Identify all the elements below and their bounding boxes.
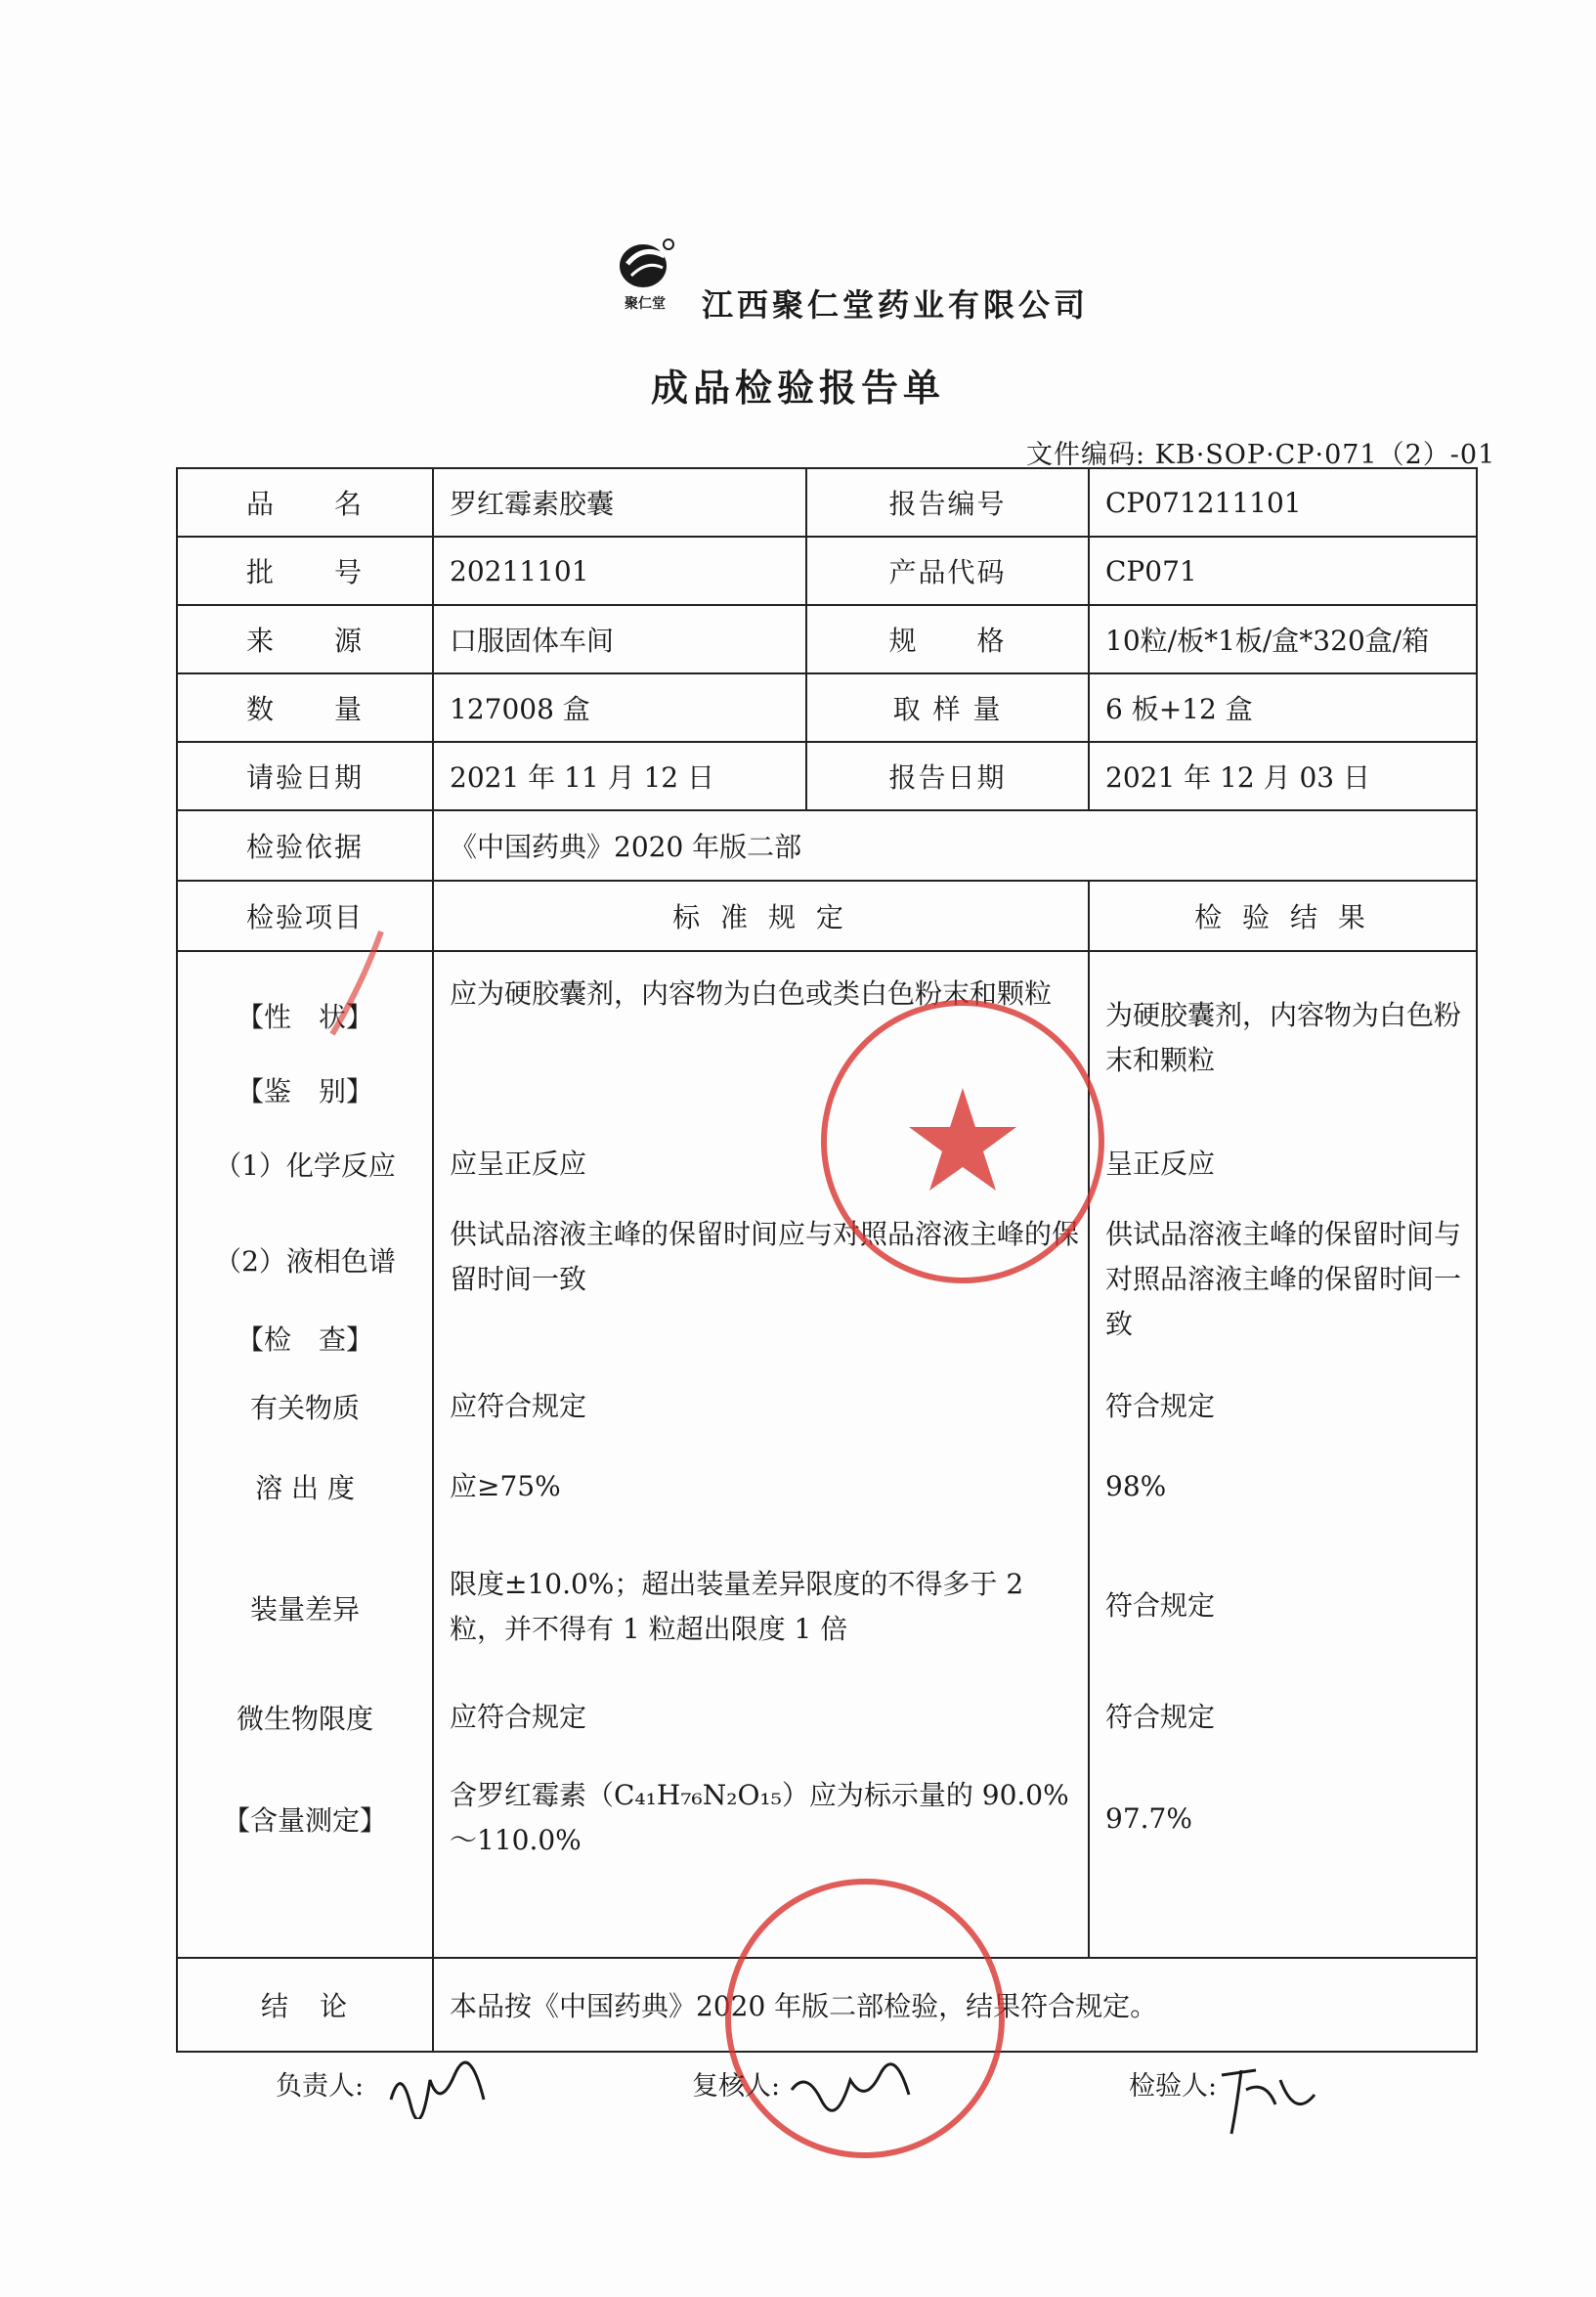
report-title: 成品检验报告单: [650, 366, 945, 410]
product-name-value: 罗红霉素胶囊: [433, 468, 806, 537]
report-no-label: 报告编号: [806, 468, 1089, 537]
reviewer-signature: [787, 2060, 914, 2128]
conclusion-text: 本品按《中国药典》2020 年版二部检验，结果符合规定。: [433, 1958, 1477, 2052]
spec-value: 10粒/板*1板/盒*320盒/箱: [1089, 605, 1477, 673]
company-name: 江西聚仁堂药业有限公司: [702, 286, 1090, 324]
report-no-value: CP071211101: [1089, 468, 1477, 537]
standard-microbial-limit: 应符合规定: [450, 1701, 587, 1733]
item-examination: 【检 查】: [236, 1323, 373, 1356]
standard-hplc: 供试品溶液主峰的保留时间应与对照品溶液主峰的保留时间一致: [450, 1218, 1080, 1295]
column-standard-header: 标 准 规 定: [433, 881, 1089, 951]
test-items-column: [177, 951, 433, 1958]
result-chemical-reaction: 呈正反应: [1105, 1148, 1216, 1180]
result-appearance: 为硬胶囊剂，内容物为白色粉末和颗粒: [1105, 999, 1462, 1076]
basis-value: 《中国药典》2020 年版二部: [433, 810, 1477, 881]
row-source: [177, 605, 1477, 673]
column-item-header: 检验项目: [177, 881, 433, 951]
item-hplc: （2）液相色谱: [214, 1245, 396, 1278]
product-code-value: CP071: [1089, 537, 1477, 605]
result-fill-variation: 符合规定: [1105, 1589, 1216, 1622]
result-related-substances: 符合规定: [1105, 1390, 1216, 1422]
item-identification: 【鉴 别】: [236, 1075, 373, 1107]
item-chemical-reaction: （1）化学反应: [214, 1149, 396, 1182]
result-assay: 97.7%: [1105, 1802, 1192, 1835]
item-dissolution: 溶 出 度: [255, 1472, 355, 1504]
standard-related-substances: 应符合规定: [450, 1390, 587, 1422]
stamp-fragment: [323, 927, 391, 1044]
result-hplc: 供试品溶液主峰的保留时间与对照品溶液主峰的保留时间一致: [1105, 1218, 1462, 1340]
report-date-label: 报告日期: [806, 742, 1089, 810]
row-basis: [177, 810, 1477, 881]
request-date-label: 请验日期: [177, 742, 433, 810]
product-code-label: 产品代码: [806, 537, 1089, 605]
source-value: 口服固体车间: [433, 605, 806, 673]
results-column: [1089, 951, 1477, 1958]
responsible-label: 负责人:: [276, 2071, 365, 2102]
responsible-signature: [386, 2060, 494, 2128]
quantity-label: 数 量: [177, 673, 433, 742]
report-date-value: 2021 年 12 月 03 日: [1089, 742, 1477, 810]
standard-chemical-reaction: 应呈正反应: [450, 1148, 587, 1180]
column-result-header: 检 验 结 果: [1089, 881, 1477, 951]
row-dates: [177, 742, 1477, 810]
item-fill-variation: 装量差异: [249, 1593, 360, 1625]
quantity-value: 127008 盒: [433, 673, 806, 742]
inspector-signature: [1217, 2060, 1324, 2147]
company-logo-icon: [614, 235, 678, 293]
row-product-name: [177, 468, 1477, 537]
source-label: 来 源: [177, 605, 433, 673]
item-appearance: 【性 状】: [236, 1001, 373, 1033]
inspector-label: 检验人:: [1129, 2071, 1218, 2102]
logo-text: 聚仁堂: [625, 296, 666, 312]
company-seal-stamp: [816, 995, 1109, 1292]
item-related-substances: 有关物质: [249, 1392, 360, 1424]
sample-label: 取 样 量: [806, 673, 1089, 742]
reviewer-label: 复核人:: [692, 2071, 781, 2102]
batch-label: 批 号: [177, 537, 433, 605]
conclusion-label: 结 论: [177, 1958, 433, 2052]
sample-value: 6 板+12 盒: [1089, 673, 1477, 742]
basis-label: 检验依据: [177, 810, 433, 881]
item-microbial-limit: 微生物限度: [236, 1703, 373, 1735]
standard-appearance: 应为硬胶囊剂，内容物为白色或类白色粉末和颗粒: [450, 977, 1053, 1010]
result-dissolution: 98%: [1105, 1470, 1167, 1502]
standard-fill-variation: 限度±10.0%；超出装量差异限度的不得多于 2 粒，并不得有 1 粒超出限度 1 倍: [450, 1568, 1024, 1645]
product-name-label: 品 名: [177, 468, 433, 537]
spec-label: 规 格: [806, 605, 1089, 673]
result-microbial-limit: 符合规定: [1105, 1701, 1216, 1733]
document-code: 文件编码: KB·SOP·CP·071（2）-01: [1026, 440, 1496, 470]
standard-dissolution: 应≥75%: [450, 1470, 561, 1502]
row-quantity: [177, 673, 1477, 742]
item-assay: 【含量测定】: [222, 1804, 387, 1837]
standard-assay: 含罗红霉素（C₄₁H₇₆N₂O₁₅）应为标示量的 90.0%～110.0%: [450, 1779, 1069, 1856]
batch-value: 20211101: [433, 537, 806, 605]
row-batch: [177, 537, 1477, 605]
request-date-value: 2021 年 11 月 12 日: [433, 742, 806, 810]
